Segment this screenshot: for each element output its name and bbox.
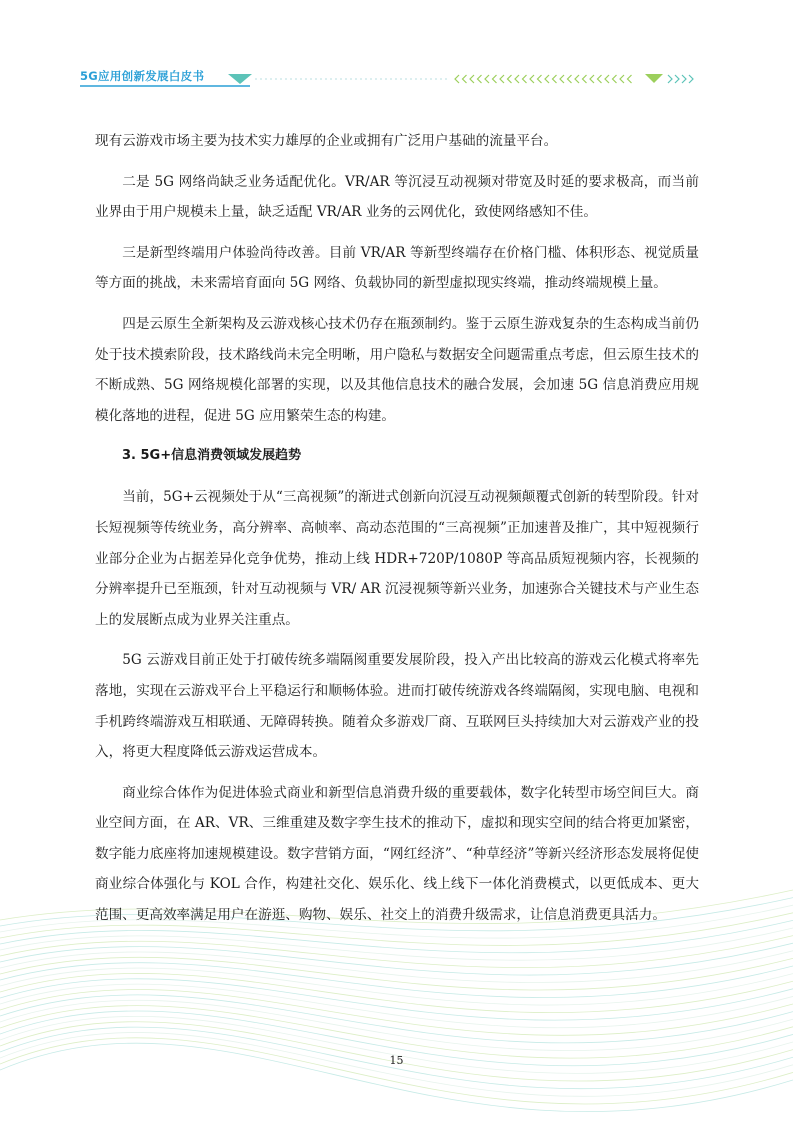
paragraph-6: 5G 云游戏目前正处于打破传统多端隔阂重要发展阶段，投入产出比较高的游戏云化模式将率先落地，实现在云游戏平台上平稳运行和顺畅体验。进而打破传统游戏各终端隔阂，实现电脑、电视和手机跨终端游戏互相联通、无障碍转换。随着众多游戏厂商、互联网巨头持续加大对云游戏产业的投入，将更大程度降低云游戏运营成本。 <box>95 652 699 761</box>
wave-line <box>0 1038 793 1104</box>
chevron-mark <box>485 75 489 83</box>
paragraph-3: 三是新型终端用户体验尚待改善。目前 VR/AR 等新型终端存在价格门槛、体积形态、视觉质量等方面的挑战，未来需培育面向 5G 网络、负载协同的新型虚拟现实终端，推动终端规模上量。 <box>95 244 699 292</box>
chevron-mark <box>553 75 557 83</box>
wave-line <box>0 979 793 1020</box>
chevron-mark <box>575 75 579 83</box>
paragraph-4: 四是云原生全新架构及云游戏核心技术仍存在瓶颈制约。鉴于云原生游戏复杂的生态构成当前仍处于技术摸索阶段，技术路线尚未完全明晰，用户隐私与数据安全问题需重点考虑，但云原生技术的不断成熟、5G 网络规模化部署的实现，以及其他信息技术的融合发展，会加速 5G 信息消费应用规模化落地的进程，促进 5G 应用繁荣生态的构建。 <box>95 315 699 424</box>
wave-line <box>0 951 793 983</box>
chevron-mark <box>478 75 482 83</box>
paragraph-1: 现有云游戏市场主要为技术实力雄厚的企业或拥有广泛用户基础的流量平台。 <box>95 133 558 149</box>
chevron-mark <box>545 75 549 83</box>
chevron-mark <box>530 75 534 83</box>
header-triangle-right-icon <box>645 74 663 83</box>
paragraph-5: 当前，5G+云视频处于从“三高视频”的渐进式创新向沉浸互动视频颠覆式创新的转型阶段。针对长短视频等传统业务，高分辨率、高帧率、高动态范围的“三高视频”正加速普及推广，其中短视频行业部分企业为占据差异化竞争优势，推动上线 HDR+720P/1080P 等高品质短视频内容，长视频的分辨率提升已至瓶颈，针对互动视频与 VR/ AR 沉浸视频等新兴业务，加速弥合关键技术与产业生态上的发展断点成为业界关注重点。 <box>95 489 699 628</box>
page-number: 15 <box>389 1054 404 1067</box>
document-body <box>95 126 699 941</box>
chevron-mark <box>538 75 542 83</box>
chevron-mark <box>493 75 497 83</box>
header-title: 5G应用创新发展白皮书 <box>80 69 205 83</box>
chevron-mark <box>463 75 467 83</box>
chevron-mark <box>628 75 632 83</box>
chevron-mark <box>668 75 672 83</box>
paragraph-2: 二是 5G 网络尚缺乏业务适配优化。VR/AR 等沉浸互动视频对带宽及时延的要求极高，而当前业界由于用户规模未上量，缺乏适配 VR/AR 业务的云网优化，致使网络感知不佳。 <box>95 173 699 221</box>
chevron-mark <box>620 75 624 83</box>
chevron-mark <box>598 75 602 83</box>
chevron-mark <box>515 75 519 83</box>
chevron-mark <box>689 75 693 83</box>
chevron-mark <box>523 75 527 83</box>
wave-line <box>0 1000 793 1050</box>
chevron-mark <box>508 75 512 83</box>
chevron-decoration-right <box>668 75 693 83</box>
chevron-mark <box>470 75 474 83</box>
chevron-mark <box>682 75 686 83</box>
wave-line <box>0 963 793 998</box>
chevron-mark <box>590 75 594 83</box>
chevron-mark <box>613 75 617 83</box>
header-triangle-icon <box>228 74 252 84</box>
wave-line <box>0 1006 793 1059</box>
page-header <box>0 62 793 92</box>
chevron-mark <box>583 75 587 83</box>
chevron-mark <box>675 75 679 83</box>
chevron-mark <box>455 75 459 83</box>
section-heading: 3. 5G+信息消费领域发展趋势 <box>122 448 302 464</box>
chevron-mark <box>500 75 504 83</box>
chevron-decoration <box>455 75 632 83</box>
chevron-mark <box>605 75 609 83</box>
paragraph-7: 商业综合体作为促进体验式商业和新型信息消费升级的重要载体，数字化转型市场空间巨大。商业空间方面，在 AR、VR、三维重建及数字孪生技术的推动下，虚拟和现实空间的结合将更加紧密，数字能力底座将加速规模建设。数字营销方面，“网红经济”、“种草经济”等新兴经济形态发展将促使商业综合体强化与 KOL 合作，构建社交化、娱乐化、线上线下一体化消费模式，以更低成本、更大范围、更高效率满足用户在游逛、购物、娱乐、社交上的消费升级需求，让信息消费更具活力。 <box>95 784 699 924</box>
chevron-mark <box>560 75 564 83</box>
chevron-mark <box>568 75 572 83</box>
